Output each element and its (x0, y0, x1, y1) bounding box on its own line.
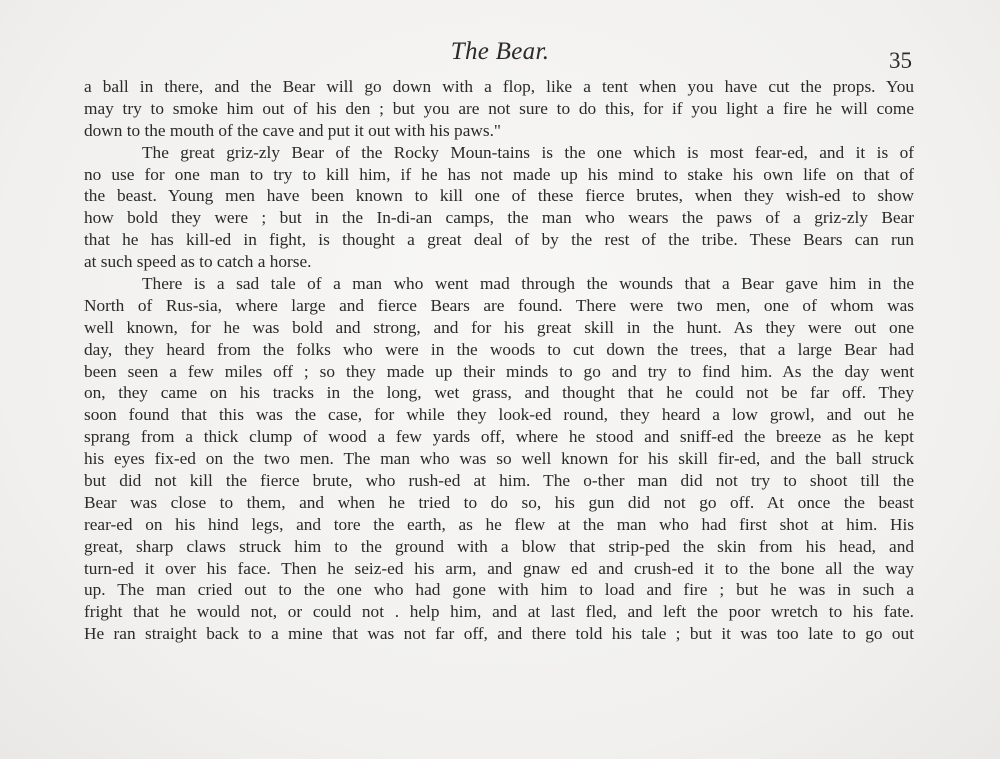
text-line: great, sharp claws struck him to the ground with a blow that strip-ped the skin from his head, and (84, 536, 914, 556)
text-line: but did not kill the fierce brute, who rush-ed at him. The o-ther man did not try to shoot till the (84, 471, 914, 491)
text-line: up. The man cried out to the one who had gone with him to load and fire ; but he was in such a (84, 580, 914, 600)
text-line: the beast. Young men have been known to kill one of these fierce brutes, when they wish-ed to show (84, 186, 914, 206)
text-line: a ball in there, and the Bear will go down with a flop, like a tent when you have cut the props. You (84, 77, 914, 96)
text-line: fright that he would not, or could not . help him, and at last fled, and left the poor wretch to his fate. (84, 602, 914, 622)
text-line: day, they heard from the folks who were in the woods to cut down the trees, that a large Bear had (84, 339, 914, 359)
body-text (84, 76, 914, 645)
text-line: no use for one man to try to kill him, if he has not made up his mind to stake his own life on that of (84, 164, 914, 184)
running-head: The Bear. (450, 38, 550, 65)
text-line: how bold they were ; but in the In-di-an camps, the man who wears the paws of a griz-zly Bear (84, 208, 914, 228)
text-line: rear-ed on his hind legs, and tore the earth, as he flew at the man who had first shot at him. His (84, 514, 914, 534)
text-line: at such speed as to catch a horse. (84, 252, 312, 272)
text-line: There is a sad tale of a man who went mad through the wounds that a Bear gave him in the (142, 274, 914, 294)
text-line: been seen a few miles off ; so they made up their minds to go and try to find him. As the day went (84, 361, 914, 381)
text-line: his eyes fix-ed on the two men. The man who was so well known for his skill fir-ed, and the ball struck (84, 449, 914, 469)
text-line: The great griz-zly Bear of the Rocky Moun-tains is the one which is most fear-ed, and it is of (142, 142, 914, 162)
text-line: soon found that this was the case, for while they look-ed round, they heard a low growl, and out he (84, 405, 914, 425)
text-line: that he has kill-ed in fight, is thought a great deal of by the rest of the tribe. These Bears can run (84, 230, 914, 250)
text-line: He ran straight back to a mine that was not far off, and there told his tale ; but it was too late to go out (84, 624, 914, 644)
text-line: well known, for he was bold and strong, and for his great skill in the hunt. As they were out one (84, 317, 914, 337)
text-line: Bear was close to them, and when he tried to do so, his gun did not go off. At once the beast (84, 492, 914, 512)
text-line: North of Rus-sia, where large and fierce Bears are found. There were two men, one of whom was (84, 295, 914, 315)
text-line: on, they came on his tracks in the long, wet grass, and thought that he could not be far off. They (84, 383, 914, 403)
text-line: turn-ed it over his face. Then he seiz-ed his arm, and gnaw ed and crush-ed it to the bone all the way (84, 558, 914, 578)
page-number: 35 (889, 48, 912, 73)
text-line: may try to smoke him out of his den ; but you are not sure to do this, for if you light a fire he will come (84, 98, 914, 118)
text-line: sprang from a thick clump of wood a few yards off, where he stood and sniff-ed the breeze as he kept (84, 427, 914, 447)
text-line: down to the mouth of the cave and put it out with his paws." (84, 120, 501, 140)
